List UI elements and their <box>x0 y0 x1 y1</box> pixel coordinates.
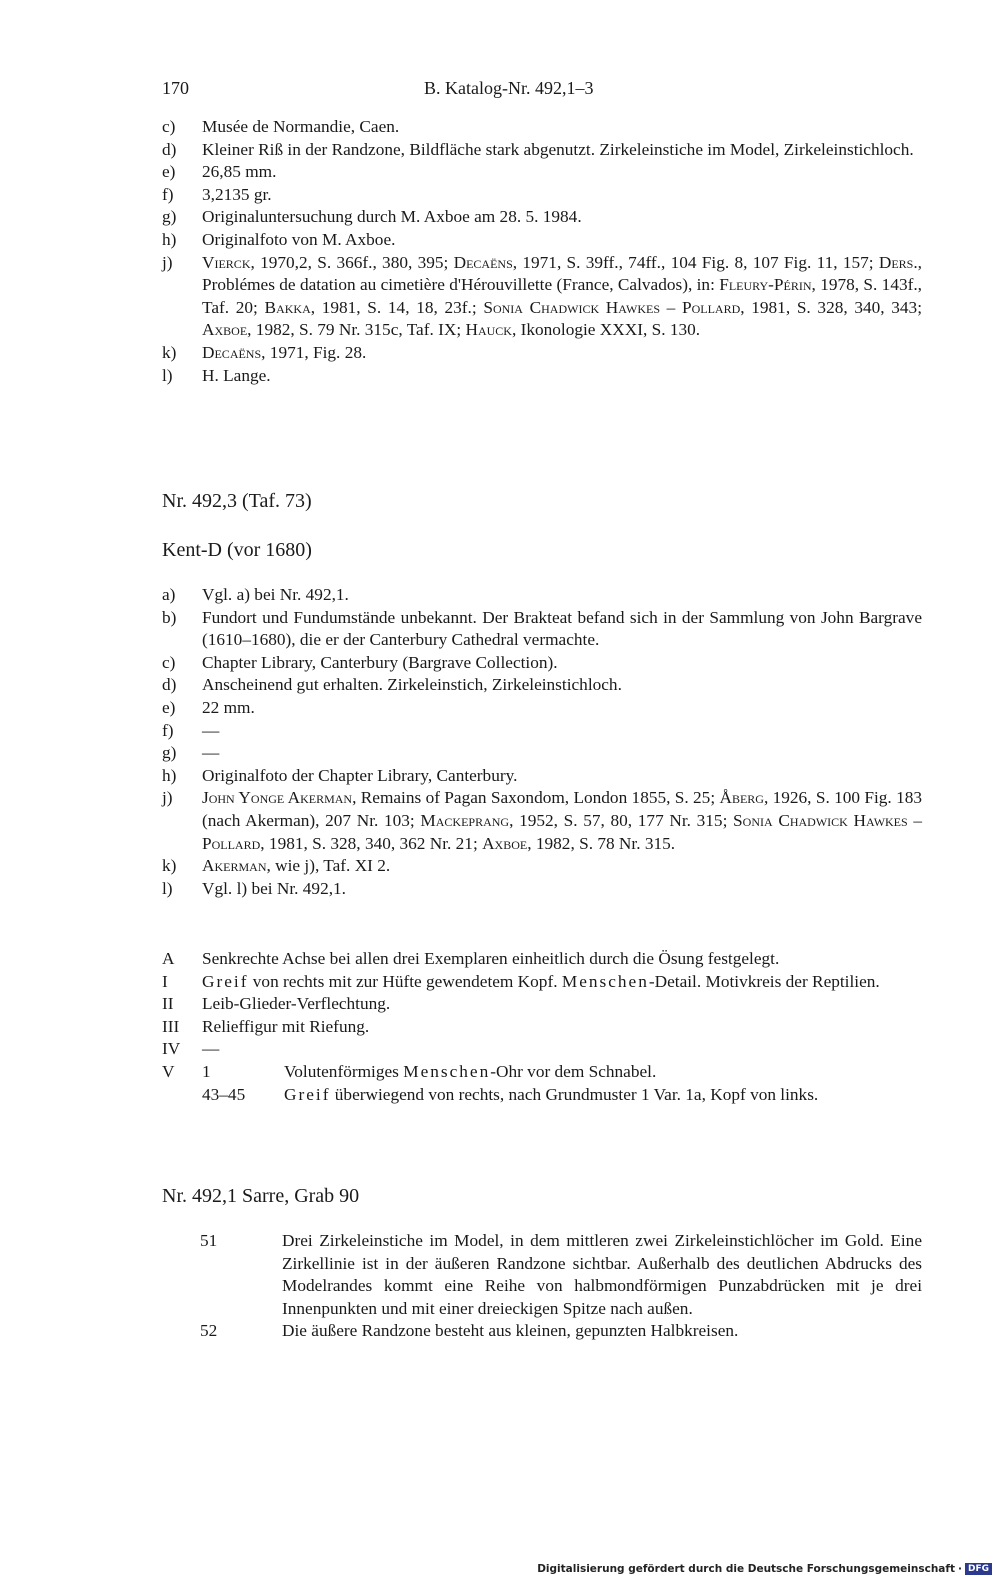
item-text: Vgl. l) bei Nr. 492,1. <box>202 878 346 898</box>
item-text: H. Lange. <box>202 365 271 385</box>
running-title: B. Katalog-Nr. 492,1–3 <box>424 78 594 98</box>
item-label: e) <box>162 162 176 182</box>
entry-subheading: Kent-D (vor 1680) <box>162 539 312 561</box>
item-text: Originalfoto der Chapter Library, Canterbury. <box>202 765 518 785</box>
item-label: IV <box>162 1039 181 1059</box>
analysis-block <box>162 948 922 1106</box>
item-label: V <box>162 1061 175 1081</box>
running-header <box>162 76 922 100</box>
item-text: Kleiner Riß in der Randzone, Bildfläche stark abgenutzt. Zirkeleinstiche im Model, Zirkeleinstichloch. <box>202 139 914 159</box>
item-text: Anscheinend gut erhalten. Zirkeleinstich, Zirkeleinstichloch. <box>202 675 622 695</box>
digitization-footer: Digitalisierung gefördert durch die Deutsche Forschungsgemeinschaft · DFG <box>537 1563 992 1575</box>
item-label: e) <box>162 697 176 717</box>
item-text: Originaluntersuchung durch M. Axboe am 28. 5. 1984. <box>202 207 582 227</box>
list-item <box>162 971 922 994</box>
item-text: John Yonge Akerman, Remains of Pagan Saxondom, London 1855, S. 25; Åberg, 1926, S. 100 Fig. 183 (nach Akerman), 207 Nr. 103; Mackeprang, 1952, S. 57, 80, 177 Nr. 315; Sonia Chadwick Hawkes – Pollard, 1981, S. 328, 340, 362 Nr. 21; Axboe, 1982, S. 78 Nr. 315. <box>202 788 922 853</box>
item-label: II <box>162 994 174 1014</box>
item-label: I <box>162 971 168 991</box>
item-label: f) <box>162 720 174 740</box>
list-item <box>162 607 922 652</box>
page-number: 170 <box>162 78 189 98</box>
item-label: j) <box>162 788 173 808</box>
item-text: Fundort und Fundumstände unbekannt. Der Brakteat befand sich in der Sammlung von John Bargrave (1610–1680), die er der Canterbury Cathedral vermachte. <box>202 607 922 650</box>
item-label: b) <box>162 607 177 627</box>
item-number: 51 <box>200 1231 218 1250</box>
entry-492-3-items <box>162 584 922 900</box>
item-label: d) <box>162 139 177 159</box>
list-item <box>162 697 922 720</box>
item-text: 3,2135 gr. <box>202 184 272 204</box>
item-text: Relieffigur mit Riefung. <box>202 1016 370 1036</box>
notes-block <box>200 1230 922 1343</box>
item-text: Greif von rechts mit zur Hüfte gewendetem Kopf. Menschen-Detail. Motivkreis der Reptilien. <box>202 971 880 991</box>
item-label: a) <box>162 585 176 604</box>
item-number: 43–45 <box>202 1084 246 1104</box>
list-item <box>162 584 922 607</box>
item-text: Leib-Glieder-Verflechtung. <box>202 994 391 1014</box>
list-item <box>162 139 922 162</box>
list-item <box>162 206 922 229</box>
item-label: l) <box>162 365 173 385</box>
item-label: f) <box>162 184 174 204</box>
list-item <box>162 878 922 901</box>
list-item <box>162 1061 922 1084</box>
list-item <box>162 948 922 971</box>
item-text: 26,85 mm. <box>202 162 277 182</box>
item-text: 22 mm. <box>202 697 255 717</box>
entry-492-2-continued <box>162 116 922 387</box>
item-text: Akerman, wie j), Taf. XI 2. <box>202 856 391 876</box>
list-item <box>162 116 922 139</box>
item-text: Senkrechte Achse bei allen drei Exemplaren einheitlich durch die Ösung festgelegt. <box>202 949 780 968</box>
item-label: h) <box>162 765 177 785</box>
dfg-logo: DFG <box>965 1563 992 1575</box>
item-text: Vierck, 1970,2, S. 366f., 380, 395; Decaëns, 1971, S. 39ff., 74ff., 104 Fig. 8, 107 Fig. 11, 157; Ders., Problémes de datation au cimetière d'Hérouvillette (France, Calvados), in: Fleury-Périn, 1978, S. 143f., Taf. 20; Bakka, 1981, S. 14, 18, 23f.; Sonia Chadwick Hawkes – Pollard, 1981, S. 328, 340, 343; Axboe, 1982, S. 79 Nr. 315c, Taf. IX; Hauck, Ikonologie XXXI, S. 130. <box>202 252 923 340</box>
item-text: Drei Zirkeleinstiche im Model, in dem mittleren zwei Zirkeleinstichlöcher im Gold. Eine Zirkellinie ist in der äußeren Randzone sichtbar. Außerhalb des deutlichen Abdrucks des Modelrandes kommt eine Reihe von halbmondförmigen Punzabdrücken mit je drei Innenpunkten und mit einer dreieckigen Spitze nach außen. <box>282 1231 922 1318</box>
list-item <box>162 342 922 365</box>
item-text: — <box>202 743 220 763</box>
item-text: Originalfoto von M. Axboe. <box>202 229 396 249</box>
item-number: 1 <box>202 1061 211 1081</box>
item-text: Chapter Library, Canterbury (Bargrave Collection). <box>202 652 558 672</box>
item-label: g) <box>162 207 177 227</box>
list-item <box>162 674 922 697</box>
item-label: k) <box>162 856 177 876</box>
list-item <box>162 993 922 1016</box>
item-label: A <box>162 949 175 968</box>
item-label: g) <box>162 743 177 763</box>
list-item <box>162 742 922 765</box>
list-item <box>200 1320 922 1343</box>
item-text: Greif überwiegend von rechts, nach Grundmuster 1 Var. 1a, Kopf von links. <box>284 1084 819 1104</box>
item-number: 52 <box>200 1321 218 1341</box>
item-label: III <box>162 1016 180 1036</box>
item-text: Decaëns, 1971, Fig. 28. <box>202 342 367 362</box>
list-item <box>162 365 922 388</box>
list-item <box>162 1038 922 1061</box>
list-item <box>162 1016 922 1039</box>
item-text: — <box>202 720 220 740</box>
list-item <box>162 229 922 252</box>
item-label: j) <box>162 252 173 272</box>
item-text: Die äußere Randzone besteht aus kleinen, gepunzten Halbkreisen. <box>282 1321 739 1341</box>
item-label: h) <box>162 229 177 249</box>
item-label: l) <box>162 878 173 898</box>
notes-heading: Nr. 492,1 Sarre, Grab 90 <box>162 1185 360 1207</box>
item-label: c) <box>162 652 176 672</box>
list-item <box>162 720 922 743</box>
list-item <box>162 787 922 855</box>
list-item <box>162 252 922 342</box>
list-item <box>162 765 922 788</box>
entry-heading: Nr. 492,3 (Taf. 73) <box>162 490 312 512</box>
item-label: d) <box>162 675 177 695</box>
list-item <box>200 1230 922 1320</box>
list-item <box>162 855 922 878</box>
item-text: — <box>202 1039 220 1059</box>
item-label: k) <box>162 342 177 362</box>
item-label: c) <box>162 117 176 136</box>
item-text: Musée de Normandie, Caen. <box>202 117 400 136</box>
footer-text: Digitalisierung gefördert durch die Deutsche Forschungsgemeinschaft <box>537 1563 955 1575</box>
list-item <box>162 161 922 184</box>
list-item <box>162 1084 922 1107</box>
list-item <box>162 184 922 207</box>
item-text: Vgl. a) bei Nr. 492,1. <box>202 585 349 604</box>
list-item <box>162 652 922 675</box>
item-text: Volutenförmiges Menschen-Ohr vor dem Schnabel. <box>284 1061 657 1081</box>
item-label <box>162 1084 202 1107</box>
